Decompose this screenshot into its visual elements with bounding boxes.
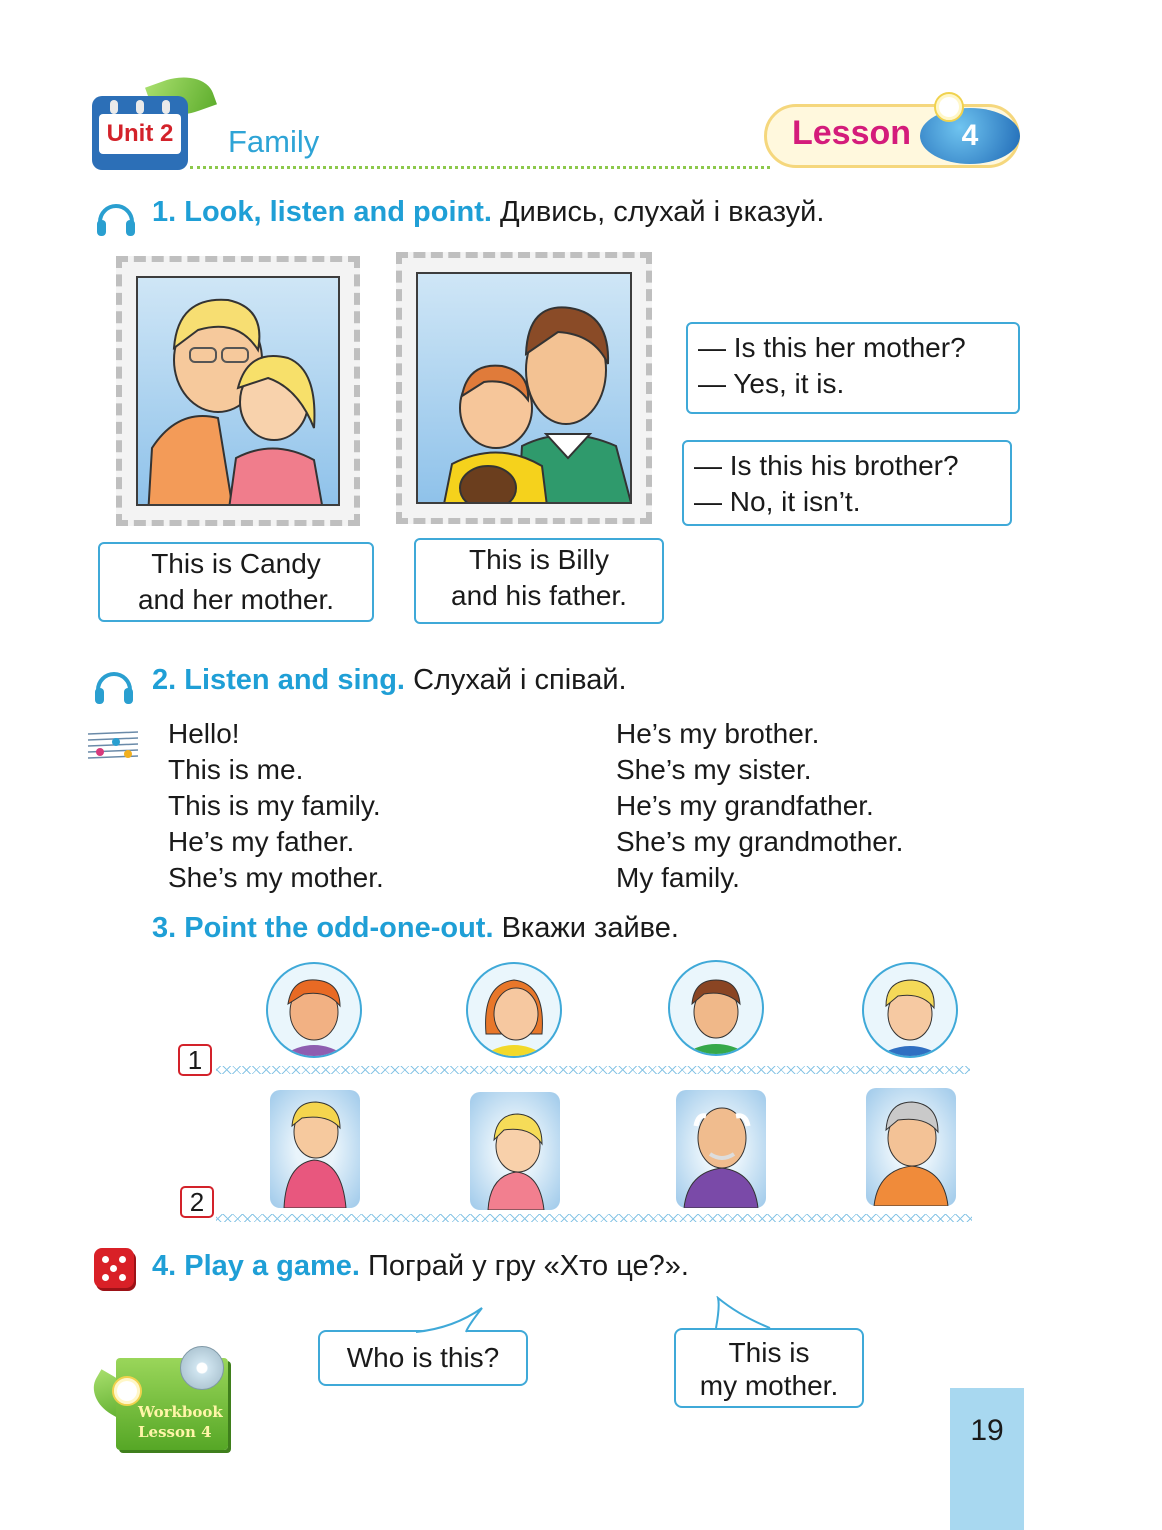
unit-label: Unit 2 xyxy=(99,114,181,154)
unit-title: Family xyxy=(228,124,320,159)
headphones-icon xyxy=(92,664,132,704)
flower-icon xyxy=(112,1376,142,1406)
music-notes-icon xyxy=(86,724,140,764)
page-number: 19 xyxy=(970,1414,1004,1447)
photo-candy-mother xyxy=(116,256,360,526)
unit-badge xyxy=(92,96,188,170)
dialog-brother xyxy=(682,440,1012,526)
song-line: She’s my grandmother. xyxy=(616,826,904,857)
speech-bubble-answer xyxy=(674,1328,864,1408)
dialog-mother-answer: — Yes, it is. xyxy=(698,368,845,399)
song-left-column xyxy=(168,716,384,896)
odd-one-out-picture[interactable] xyxy=(668,960,764,1056)
odd-one-out-picture[interactable] xyxy=(266,962,362,1058)
zigzag-line xyxy=(216,1066,970,1074)
exercise1-heading xyxy=(152,196,824,229)
lesson-label: Lesson xyxy=(792,114,912,152)
odd-one-out-picture[interactable] xyxy=(466,962,562,1058)
song-line: This is me. xyxy=(168,754,304,785)
headphones-icon xyxy=(94,196,134,236)
song-right-column xyxy=(616,716,903,896)
odd-one-out-picture[interactable] xyxy=(676,1090,766,1208)
cd-icon xyxy=(180,1346,224,1390)
workbook-line2: Lesson 4 xyxy=(138,1423,212,1441)
song-line: She’s my mother. xyxy=(168,862,384,893)
photo-billy-father xyxy=(396,252,652,524)
exercise1-heading-en: 1. Look, listen and point. xyxy=(152,196,492,228)
workbook-line1: Workbook xyxy=(138,1403,223,1421)
odd-one-out-picture[interactable] xyxy=(866,1088,956,1206)
caption-billy xyxy=(414,538,664,624)
caption-billy-line2: and his father. xyxy=(451,580,627,611)
exercise3-heading xyxy=(152,912,679,945)
bubble-answer-line1: This is xyxy=(728,1337,810,1368)
odd-one-out-picture[interactable] xyxy=(862,962,958,1058)
song-line: He’s my father. xyxy=(168,826,355,857)
exercise4-heading-ua: Пограй у гру «Хто це?». xyxy=(368,1250,689,1282)
exercise4-heading xyxy=(152,1250,689,1283)
dotted-divider xyxy=(190,166,770,169)
row-number: 2 xyxy=(180,1186,214,1218)
exercise2-heading-ua: Слухай і співай. xyxy=(413,664,627,696)
lesson-number: 4 xyxy=(920,108,1020,164)
caption-candy-line2: and her mother. xyxy=(137,584,335,615)
row-number: 1 xyxy=(178,1044,212,1076)
dialog-brother-question: — Is this his brother? xyxy=(694,450,959,481)
song-line: Hello! xyxy=(168,718,240,749)
dialog-brother-answer: — No, it isn’t. xyxy=(694,486,861,517)
song-line: This is my family. xyxy=(168,790,381,821)
exercise2-heading xyxy=(152,664,627,697)
dialog-mother xyxy=(686,322,1020,414)
bubble-tail xyxy=(414,1306,486,1334)
exercise1-heading-ua: Дивись, слухай і вказуй. xyxy=(500,196,825,228)
exercise4-heading-en: 4. Play a game. xyxy=(152,1250,360,1282)
exercise3-heading-en: 3. Point the odd-one-out. xyxy=(152,912,494,944)
song-line: She’s my sister. xyxy=(616,754,812,785)
exercise3-heading-ua: Вкажи зайве. xyxy=(501,912,679,944)
song-line: My family. xyxy=(616,862,740,893)
song-line: He’s my brother. xyxy=(616,718,820,749)
caption-candy xyxy=(98,542,374,622)
speech-bubble-question xyxy=(318,1330,528,1386)
dialog-mother-question: — Is this her mother? xyxy=(698,332,966,363)
odd-one-out-picture[interactable] xyxy=(470,1092,560,1210)
bubble-answer-line2: my mother. xyxy=(699,1370,839,1401)
flower-icon xyxy=(934,92,964,122)
odd-one-out-picture[interactable] xyxy=(270,1090,360,1208)
song-line: He’s my grandfather. xyxy=(616,790,874,821)
page-number-tab xyxy=(950,1388,1024,1530)
bubble-tail xyxy=(710,1296,774,1330)
caption-billy-line1: This is Billy xyxy=(468,544,609,575)
caption-candy-line1: This is Candy xyxy=(151,548,321,579)
bubble-question-text: Who is this? xyxy=(346,1342,500,1373)
zigzag-line xyxy=(216,1214,972,1222)
dice-icon xyxy=(94,1248,134,1288)
exercise2-heading-en: 2. Listen and sing. xyxy=(152,664,405,696)
